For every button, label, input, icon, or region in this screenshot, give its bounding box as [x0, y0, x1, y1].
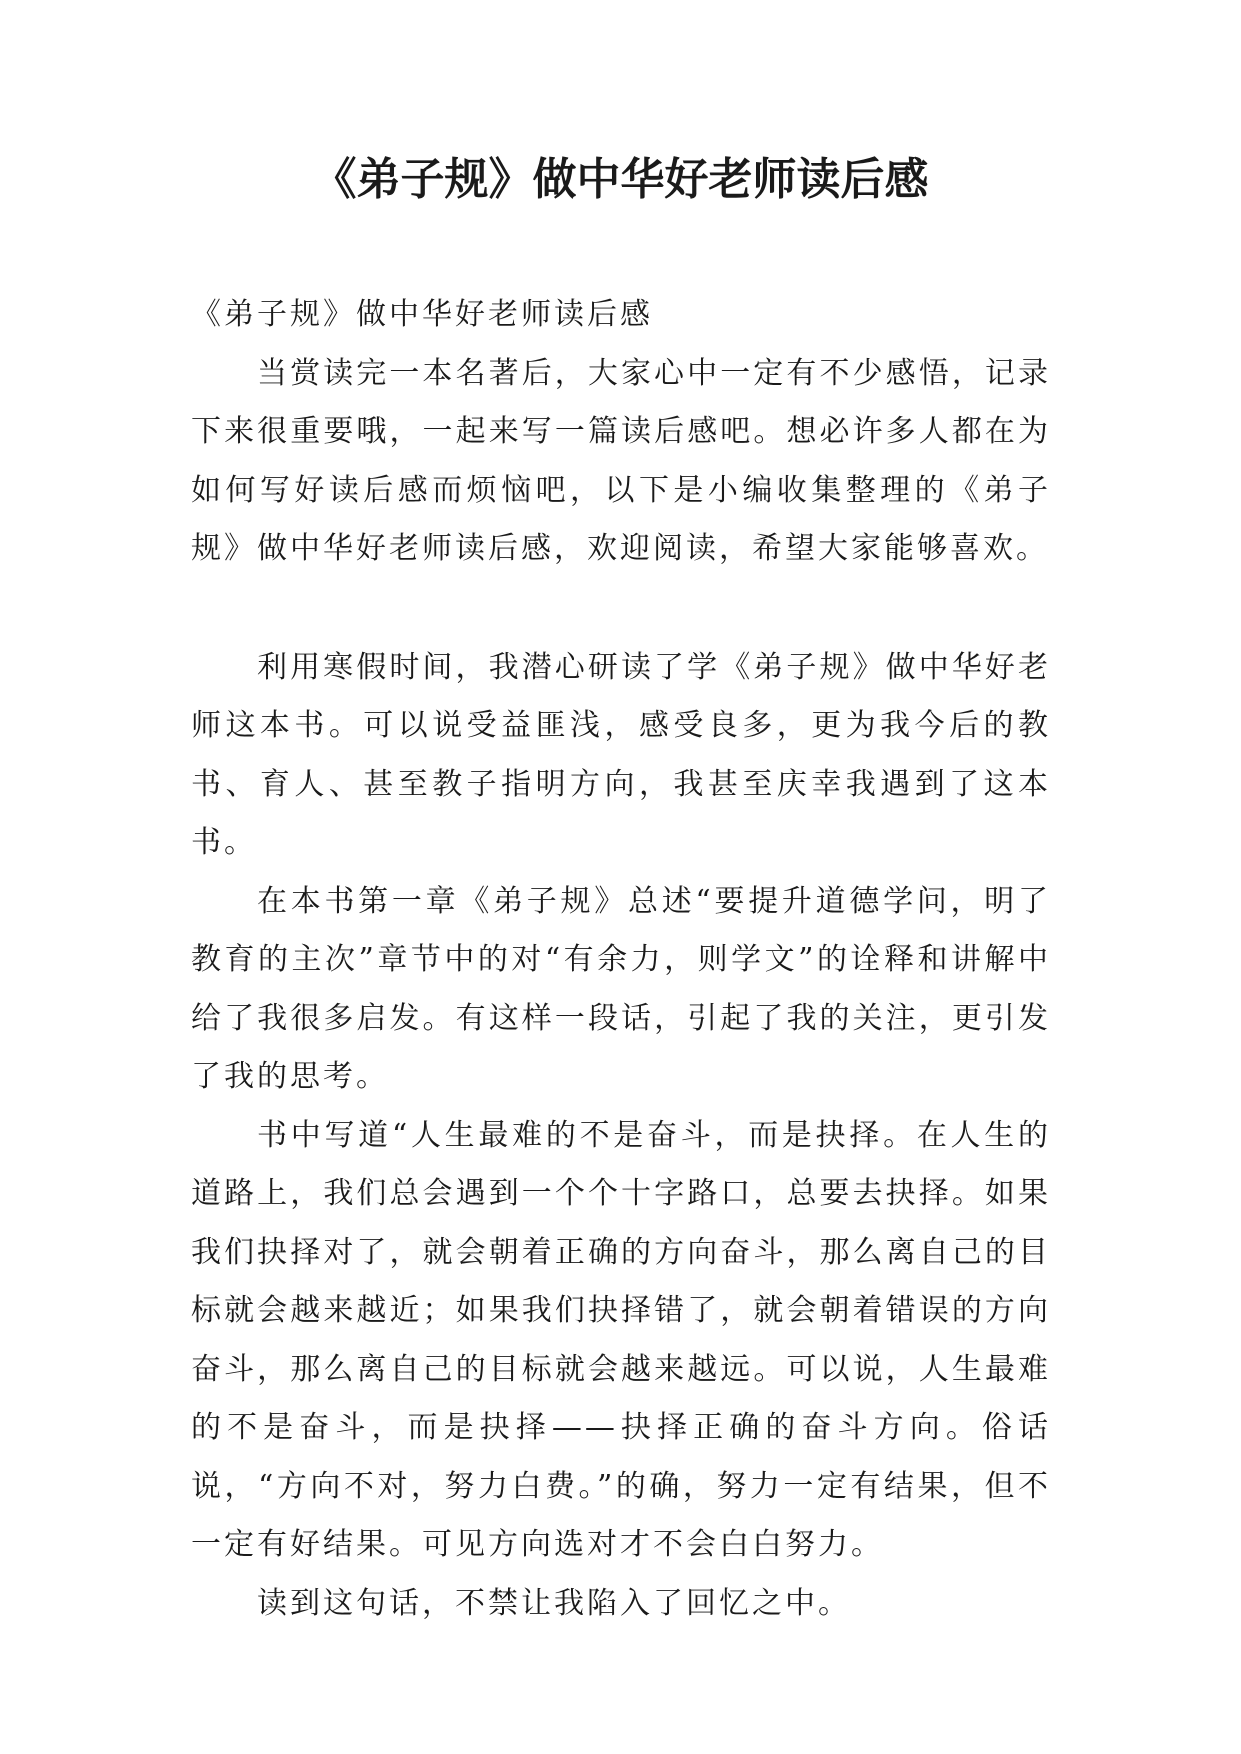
document-title: 《弟子规》做中华好老师读后感 [312, 154, 929, 205]
paragraph: 书中写道“人生最难的不是奋斗，而是抉择。在人生的道路上，我们总会遇到一个个十字路口，总要去抉择。如果我们抉择对了，就会朝着正确的方向奋斗，那么离自己的目标就会越来越近；如果我们抉择错了，就会朝着错误的方向奋斗，那么离自己的目标就会越来越远。可以说，人生最难的不是奋斗，而是抉择——抉择正确的奋斗方向。俗话说，“方向不对，努力白费。”的确，努力一定有结果，但不一定有好结果。可见方向选对才不会白白努力。 [191, 1117, 1051, 1562]
paragraph: 读到这句话，不禁让我陷入了回忆之中。 [257, 1585, 851, 1621]
paragraph-gap [191, 579, 1051, 639]
document-body [191, 286, 1051, 1633]
paragraph-intro: 当赏读完一本名著后，大家心中一定有不少感悟，记录下来很重要哦，一起来写一篇读后感吧。想必许多人都在为如何写好读后感而烦恼吧，以下是小编收集整理的《弟子规》做中华好老师读后感，欢迎阅读，希望大家能够喜欢。 [191, 355, 1051, 566]
paragraph: 利用寒假时间，我潜心研读了学《弟子规》做中华好老师这本书。可以说受益匪浅，感受良多，更为我今后的教书、育人、甚至教子指明方向，我甚至庆幸我遇到了这本书。 [191, 649, 1051, 860]
document-subtitle: 《弟子规》做中华好老师读后感 [191, 297, 653, 332]
paragraph: 在本书第一章《弟子规》总述“要提升道德学问，明了教育的主次”章节中的对“有余力，则学文”的诠释和讲解中给了我很多启发。有这样一段话，引起了我的关注，更引发了我的思考。 [191, 883, 1051, 1094]
